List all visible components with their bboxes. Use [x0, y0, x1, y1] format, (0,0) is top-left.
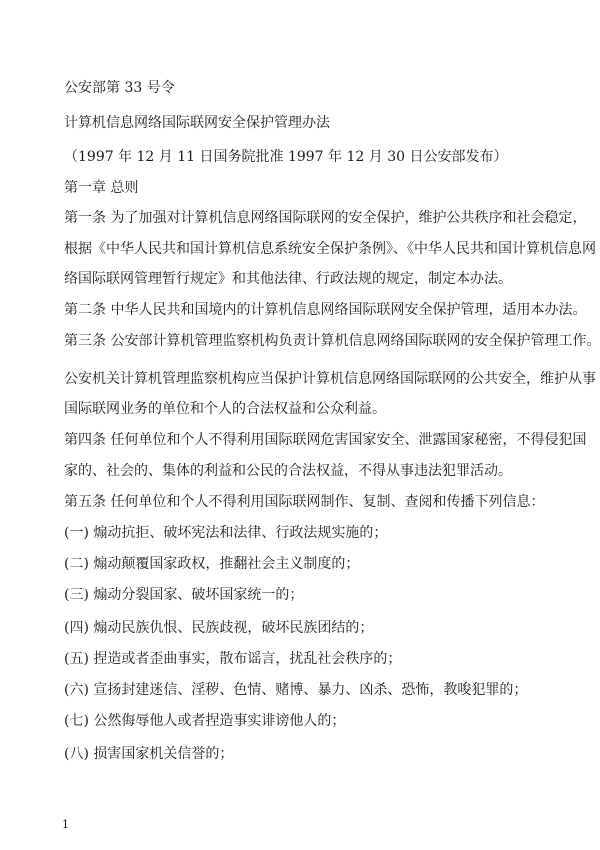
article-line: 根据《中华人民共和国计算机信息系统安全保护条例》、《中华人民共和国计算机信息网	[64, 241, 596, 257]
chapter-heading: 第一章 总则	[64, 180, 139, 196]
list-item: (一) 煽动抗拒、破坏宪法和法律、行政法规实施的；	[64, 525, 388, 541]
list-item: (二) 煽动颠覆国家政权，推翻社会主义制度的；	[64, 556, 360, 572]
article-line: 第三条 公安部计算机管理监察机构负责计算机信息网络国际联网的安全保护管理工作。	[64, 333, 600, 349]
list-item: (五) 捏造或者歪曲事实，散布谣言，扰乱社会秩序的；	[64, 651, 402, 667]
page-number: 1	[62, 818, 69, 831]
list-item: (六) 宣扬封建迷信、淫秽、色情、赌博、暴力、凶杀、恐怖，教唆犯罪的；	[64, 682, 528, 698]
order-number: 公安部第 33 号令	[64, 80, 175, 96]
approval-note: （1997 年 12 月 11 日国务院批准 1997 年 12 月 30 日公安部发布）	[64, 149, 508, 165]
list-item: (七) 公然侮辱他人或者捏造事实诽谤他人的；	[64, 713, 346, 729]
article-line: 第二条 中华人民共和国境内的计算机信息网络国际联网安全保护管理，适用本办法。	[64, 302, 587, 318]
list-item: (四) 煽动民族仇恨、民族歧视，破坏民族团结的；	[64, 620, 374, 636]
article-line: 第一条 为了加强对计算机信息网络国际联网的安全保护，维护公共秩序和社会稳定，	[64, 210, 587, 226]
article-line: 第五条 任何单位和个人不得利用国际联网制作、复制、查阅和传播下列信息：	[64, 494, 545, 510]
article-line: 第四条 任何单位和个人不得利用国际联网危害国家安全、泄露国家秘密，不得侵犯国	[64, 432, 587, 448]
article-line: 络国际联网管理暂行规定》和其他法律、行政法规的规定，制定本办法。	[64, 271, 512, 287]
document-title: 计算机信息网络国际联网安全保护管理办法	[64, 115, 330, 131]
article-line: 家的、社会的、集体的利益和公民的合法权益，不得从事违法犯罪活动。	[64, 463, 512, 479]
list-item: (八) 损害国家机关信誉的；	[64, 746, 234, 762]
article-line: 国际联网业务的单位和个人的合法权益和公众利益。	[64, 401, 386, 417]
article-line: 公安机关计算机管理监察机构应当保护计算机信息网络国际联网的公共安全，维护从事	[64, 371, 596, 387]
list-item: (三) 煽动分裂国家、破坏国家统一的；	[64, 587, 304, 603]
